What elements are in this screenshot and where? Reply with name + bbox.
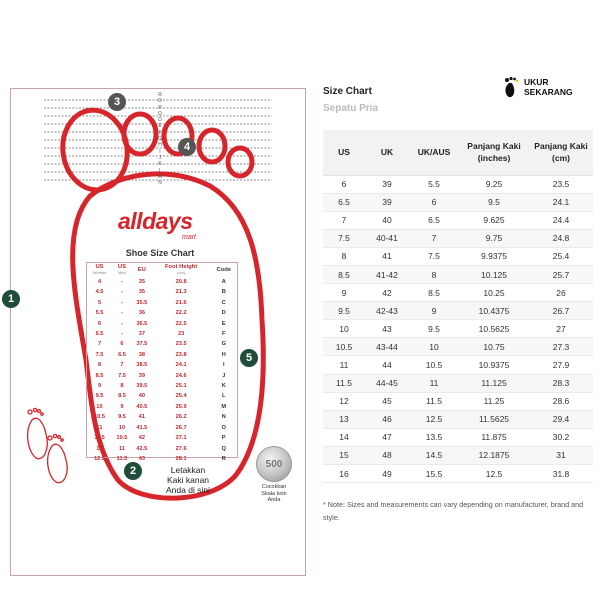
table-row (323, 302, 593, 320)
table-cell: 9 (323, 284, 365, 302)
table-row (323, 410, 593, 428)
table-cell: 40-41 (365, 229, 409, 247)
table-cell: 9.25 (459, 175, 529, 193)
table-cell: 11.125 (459, 374, 529, 392)
table-cell: 10 (96, 403, 103, 410)
ruler-letter: P (158, 104, 162, 111)
table-cell: 10.25 (459, 284, 529, 302)
table-row (87, 433, 237, 443)
table-cell: K (221, 383, 226, 390)
table-cell: 7.5 (118, 372, 126, 379)
marker-1: 1 (2, 290, 20, 308)
table-cell: 10.9375 (459, 356, 529, 374)
table-cell: 37.5 (136, 341, 148, 348)
table-cell: R (221, 455, 226, 462)
table-cell: 11 (323, 356, 365, 374)
instruction-line: Letakkan (170, 465, 206, 475)
table-cell: 47 (365, 428, 409, 446)
table-cell: 7.5 (409, 247, 459, 265)
table-cell: 10.125 (459, 265, 529, 283)
table-cell: H (221, 351, 226, 358)
ruler-letter: E (158, 123, 162, 130)
table-cell: - (121, 331, 123, 338)
coin-500-icon: 500 (256, 446, 292, 482)
table-cell: N (221, 414, 226, 421)
inner-table-header (87, 263, 237, 277)
ruler-letters (156, 92, 164, 186)
table-cell: 28.3 (529, 374, 593, 392)
table-cell: J (222, 372, 226, 379)
table-cell: 7 (97, 341, 102, 348)
table-cell: 44-45 (365, 374, 409, 392)
table-cell: E (221, 320, 226, 327)
table-row (323, 265, 593, 283)
table-cell: 9 (120, 403, 124, 410)
brand-line: UKUR (524, 77, 549, 87)
table-cell: 22.5 (175, 320, 187, 327)
table-row (323, 374, 593, 392)
table-cell: 6 (97, 320, 102, 327)
table-cell: 9.625 (459, 211, 529, 229)
table-cell: 12 (323, 392, 365, 410)
table-row (323, 175, 593, 193)
coin-caption-line: Anda (267, 497, 281, 503)
logo-wordmark: alldays (118, 208, 193, 234)
table-row (87, 412, 237, 422)
table-cell: 22.2 (175, 310, 187, 317)
table-cell: 12 (96, 445, 103, 452)
ruler-letter: Q (158, 110, 162, 117)
table-row (87, 454, 237, 464)
table-cell: 24.8 (529, 229, 593, 247)
table-cell: 25.4 (175, 393, 187, 400)
table-cell: - (121, 310, 123, 317)
table-cell: A (221, 279, 226, 285)
table-row (87, 423, 237, 433)
table-cell: 42-43 (365, 302, 409, 320)
table-cell: 10.5 (323, 338, 365, 356)
table-cell: 25.7 (529, 265, 593, 283)
table-cell: 41 (365, 247, 409, 265)
table-cell: 29.4 (529, 410, 593, 428)
table-cell: - (121, 299, 123, 306)
table-cell: 11.5 (116, 455, 128, 462)
size-table-header (323, 130, 593, 175)
table-cell: 23.5 (175, 341, 187, 348)
table-cell: I (222, 362, 225, 369)
men-size-table (323, 130, 593, 483)
table-cell: 11.5 (94, 435, 105, 442)
table-cell: 11.25 (459, 392, 529, 410)
table-cell: 36 (138, 310, 145, 317)
table-cell: 8 (409, 265, 459, 283)
table-row (323, 193, 593, 211)
table-cell: 6.5 (323, 193, 365, 211)
ukur-sekarang-logo (502, 76, 594, 100)
table-cell: 21.6 (175, 299, 187, 306)
table-cell: 45 (365, 392, 409, 410)
table-cell: 40.5 (136, 403, 148, 410)
table-cell: 16 (323, 465, 365, 483)
table-row (87, 360, 237, 370)
table-cell: 5.5 (409, 175, 459, 193)
ruler-letter: F (158, 129, 162, 136)
instruction-line: Anda di sini (166, 485, 210, 495)
footprints-icon (28, 408, 68, 482)
header-foot-length-cm: Panjang Kaki (cm) (529, 130, 593, 175)
ruler-letter: K (158, 161, 162, 168)
header-foot-length-inches: Panjang Kaki (inches) (459, 130, 529, 175)
marker-3: 3 (108, 93, 126, 111)
table-cell: 39 (365, 175, 409, 193)
header-uk: UK (365, 130, 409, 175)
table-cell: 10.75 (459, 338, 529, 356)
table-cell: 14 (323, 428, 365, 446)
table-cell: 7 (120, 362, 124, 369)
table-row (87, 298, 237, 308)
table-cell: 44 (365, 356, 409, 374)
header-us: US (323, 130, 365, 175)
inner-chart-title: Shoe Size Chart (125, 248, 195, 258)
table-cell: 8.5 (118, 393, 126, 400)
coin-caption-line: Cocokkan (261, 484, 287, 490)
table-cell: 21.3 (175, 289, 187, 296)
table-cell: 25.9 (175, 403, 187, 410)
size-table-body (323, 175, 593, 483)
table-cell: 43 (138, 455, 145, 462)
table-cell: 27.9 (529, 356, 593, 374)
instruction-line: Kaki kanan (166, 475, 210, 485)
table-cell: 30.2 (529, 428, 593, 446)
ruler-letter: L (158, 167, 162, 174)
table-cell: F (222, 331, 226, 338)
table-cell: B (221, 289, 226, 296)
table-cell: G (221, 341, 226, 348)
table-cell: 42 (138, 435, 145, 442)
table-cell: 25.4 (529, 247, 593, 265)
table-cell: Q (221, 445, 226, 452)
table-cell: 23 (178, 331, 185, 338)
table-cell: 37 (138, 331, 145, 338)
coin-caption (250, 484, 298, 504)
table-cell: - (121, 279, 123, 285)
marker-5: 5 (240, 349, 258, 367)
table-cell: 9 (97, 383, 102, 390)
coin-caption-line: Skala koin (261, 490, 287, 497)
table-cell: 15 (323, 446, 365, 464)
table-row (323, 465, 593, 483)
table-cell: 11.5625 (459, 410, 529, 428)
table-cell: 5.5 (95, 310, 104, 317)
table-cell: 24.1 (529, 193, 593, 211)
table-cell: 28.6 (529, 392, 593, 410)
table-cell: 36.5 (136, 320, 148, 327)
table-cell: 28.1 (175, 455, 187, 462)
table-cell: 11 (96, 424, 103, 431)
table-cell: 27.3 (529, 338, 593, 356)
table-cell: 12.1875 (459, 446, 529, 464)
table-cell: 11.5 (323, 374, 365, 392)
table-cell: 13 (323, 410, 365, 428)
table-cell: 7 (323, 211, 365, 229)
table-cell: 8.5 (95, 372, 104, 379)
table-cell: 46 (365, 410, 409, 428)
table-row (323, 428, 593, 446)
table-cell: 12.5 (409, 410, 459, 428)
table-cell: 42 (365, 284, 409, 302)
marker-4: 4 (178, 138, 196, 156)
table-cell: O (221, 424, 226, 431)
logo-subtext: mart (182, 234, 196, 241)
table-cell: 40 (138, 393, 145, 400)
table-cell: 6.5 (95, 331, 104, 338)
table-row (87, 444, 237, 454)
inner-header-cell: Foot Height (cm) (165, 264, 198, 275)
table-row (323, 211, 593, 229)
ruler-letter: G (158, 136, 162, 143)
table-cell: 9.5 (95, 393, 104, 400)
table-cell: 24.6 (175, 372, 187, 379)
inner-size-table (86, 262, 238, 462)
table-cell: 10 (323, 320, 365, 338)
table-cell: 14.5 (409, 446, 459, 464)
table-cell: 24.1 (175, 362, 187, 369)
table-cell: 43 (365, 320, 409, 338)
table-row (323, 229, 593, 247)
alldays-logo (118, 208, 202, 244)
table-cell: 12.5 (94, 455, 105, 462)
table-cell: 6 (323, 175, 365, 193)
inner-header-cell: Code (216, 267, 231, 273)
inner-header-cell: US Women (92, 264, 107, 275)
table-cell: 39 (138, 372, 145, 379)
table-cell: 8.5 (409, 284, 459, 302)
table-cell: 27.1 (175, 435, 187, 442)
table-cell: 8 (120, 383, 124, 390)
table-cell: 35.5 (136, 299, 148, 306)
table-cell: 49 (365, 465, 409, 483)
table-row (87, 308, 237, 318)
table-row (323, 320, 593, 338)
table-cell: 9 (409, 302, 459, 320)
ruler-letter: J (158, 154, 162, 161)
table-cell: M (221, 403, 227, 410)
table-row (323, 446, 593, 464)
inner-header-cell: US Men (117, 264, 126, 275)
table-cell: 39.5 (136, 383, 148, 390)
table-cell: 40 (365, 211, 409, 229)
table-cell: - (121, 289, 123, 296)
table-cell: 6 (409, 193, 459, 211)
table-cell: 12.5 (459, 465, 529, 483)
size-chart-subtitle: Sepatu Pria (323, 103, 379, 114)
table-cell: 9.5 (409, 320, 459, 338)
table-cell: 24.4 (529, 211, 593, 229)
table-cell: 43-44 (365, 338, 409, 356)
table-cell: 6.5 (409, 211, 459, 229)
marker-2: 2 (124, 462, 142, 480)
table-cell: 26.7 (175, 424, 187, 431)
inner-table-body (87, 277, 237, 464)
table-cell: 11.875 (459, 428, 529, 446)
table-row (323, 338, 593, 356)
table-cell: C (221, 299, 226, 306)
table-cell: 41.5 (136, 424, 148, 431)
table-row (87, 287, 237, 297)
table-cell: 27.6 (175, 445, 187, 452)
table-cell: 10.5 (94, 414, 105, 421)
size-chart-title: Size Chart (323, 86, 372, 97)
table-cell: 23.5 (529, 175, 593, 193)
table-cell: 31.8 (529, 465, 593, 483)
table-cell: 25.1 (175, 383, 187, 390)
table-row (87, 329, 237, 339)
ruler-letter: D (158, 117, 162, 124)
table-cell: 8 (323, 247, 365, 265)
ruler-letter: I (159, 148, 161, 155)
table-row (87, 350, 237, 360)
table-cell: 10.4375 (459, 302, 529, 320)
table-cell: 9.75 (459, 229, 529, 247)
ruler-letter: H (158, 142, 162, 149)
ruler-letter: R (158, 92, 162, 98)
table-cell: 38.5 (136, 362, 148, 369)
table-cell: 35 (138, 289, 145, 296)
table-cell: 11.5 (409, 392, 459, 410)
table-cell: 9.9375 (459, 247, 529, 265)
table-cell: 26.7 (529, 302, 593, 320)
table-cell: 23.8 (175, 351, 187, 358)
table-cell: 4 (97, 279, 102, 285)
table-row (87, 371, 237, 381)
table-cell: L (222, 393, 226, 400)
table-cell: 10.5 (409, 356, 459, 374)
table-cell: 26.2 (175, 414, 187, 421)
table-cell: 4.5 (95, 289, 104, 296)
table-cell: 10.5 (116, 435, 128, 442)
table-row (87, 391, 237, 401)
table-cell: 20.8 (175, 279, 187, 285)
table-cell: 26 (529, 284, 593, 302)
table-row (323, 392, 593, 410)
table-row (87, 277, 237, 287)
inner-header-cell: EU (137, 267, 146, 273)
table-cell: 8 (97, 362, 102, 369)
table-cell: 5 (97, 299, 102, 306)
table-cell: 48 (365, 446, 409, 464)
foot-logo-icon (502, 76, 522, 98)
ruler-letter: O (158, 98, 162, 105)
table-cell: 38 (138, 351, 145, 358)
table-cell: P (221, 435, 226, 442)
table-cell: 7.5 (323, 229, 365, 247)
size-note: * Note: Sizes and measurements can vary depending on manufacturer, brand and style. (323, 500, 584, 522)
table-row (323, 284, 593, 302)
table-row (87, 339, 237, 349)
table-cell: 8.5 (323, 265, 365, 283)
table-cell: 13.5 (409, 428, 459, 446)
toe-outlines (58, 106, 252, 194)
table-cell: 41 (138, 414, 145, 421)
table-cell: 31 (529, 446, 593, 464)
table-cell: 6.5 (118, 351, 126, 358)
table-row (87, 319, 237, 329)
table-cell: 7.5 (95, 351, 104, 358)
table-cell: 10 (409, 338, 459, 356)
table-cell: 10.5625 (459, 320, 529, 338)
placement-instruction (148, 465, 228, 495)
table-row (323, 247, 593, 265)
table-cell: 7 (409, 229, 459, 247)
table-cell: 11 (119, 445, 125, 452)
table-cell: 15.5 (409, 465, 459, 483)
table-cell: D (221, 310, 226, 317)
header-uk-aus: UK/AUS (409, 130, 459, 175)
table-row (323, 356, 593, 374)
table-cell: 9.5 (118, 414, 126, 421)
table-cell: 35 (138, 279, 145, 285)
table-cell: 10 (118, 424, 126, 431)
table-cell: 11 (409, 374, 459, 392)
table-cell: - (121, 320, 123, 327)
ruler-letter: M (157, 173, 163, 180)
table-cell: 42.5 (136, 445, 148, 452)
table-cell: 41-42 (365, 265, 409, 283)
table-cell: 27 (529, 320, 593, 338)
ruler-letter: N (158, 180, 162, 187)
table-row (87, 381, 237, 391)
table-row (87, 402, 237, 412)
table-cell: 9.5 (323, 302, 365, 320)
table-cell: 39 (365, 193, 409, 211)
table-cell: 9.5 (459, 193, 529, 211)
table-cell: 6 (120, 341, 124, 348)
brand-line: SEKARANG (524, 86, 573, 97)
